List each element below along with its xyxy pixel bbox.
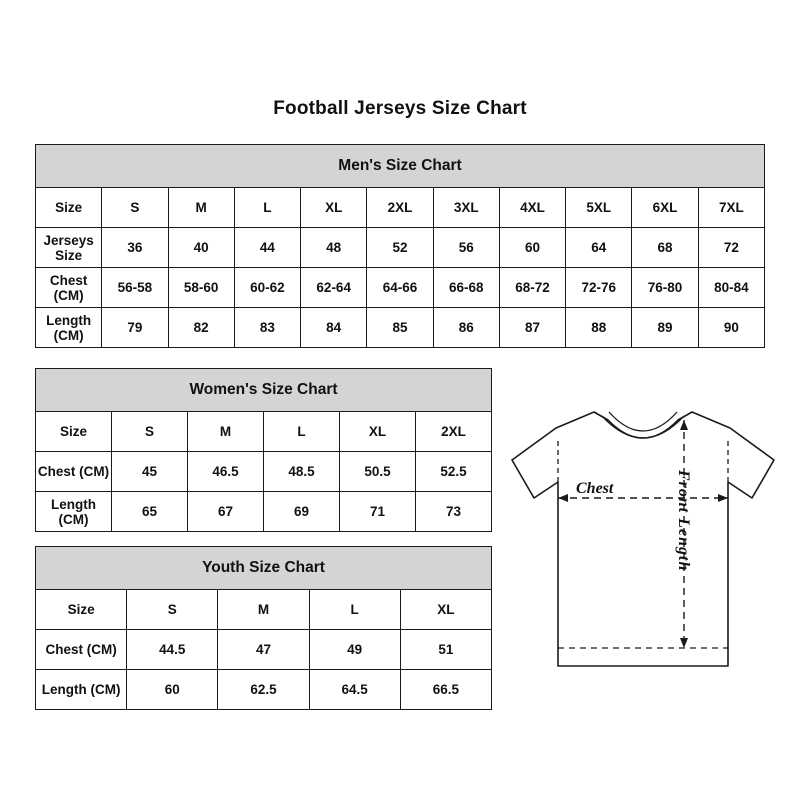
table-cell: 58-60 (168, 268, 234, 308)
table-cell: 86 (433, 308, 499, 348)
table-cell: M (168, 188, 234, 228)
table-cell: 69 (264, 492, 340, 532)
table-row (36, 630, 492, 670)
table-cell: 71 (340, 492, 416, 532)
table-row (36, 670, 492, 710)
table-cell: S (102, 188, 168, 228)
jersey-measurement-diagram (498, 398, 788, 688)
table-row (36, 268, 765, 308)
table-cell: 68-72 (499, 268, 565, 308)
table-cell: 44.5 (127, 630, 218, 670)
table-cell: 36 (102, 228, 168, 268)
jersey-outline-icon (498, 398, 788, 688)
table-cell: 60 (127, 670, 218, 710)
table-cell: 7XL (698, 188, 764, 228)
table-cell: 2XL (416, 412, 492, 452)
table-cell: 56 (433, 228, 499, 268)
table-cell: 82 (168, 308, 234, 348)
table-cell: 72 (698, 228, 764, 268)
table-row (36, 228, 765, 268)
table-cell: M (188, 412, 264, 452)
table-cell: 45 (112, 452, 188, 492)
row-label: Length (CM) (36, 492, 112, 532)
table-row (36, 188, 765, 228)
table-cell: 44 (234, 228, 300, 268)
table-cell: 4XL (499, 188, 565, 228)
row-label: Size (36, 412, 112, 452)
table-cell: 87 (499, 308, 565, 348)
table-row (36, 412, 492, 452)
table-cell: 66-68 (433, 268, 499, 308)
table-cell: 89 (632, 308, 698, 348)
table-cell: 46.5 (188, 452, 264, 492)
table-cell: 84 (301, 308, 367, 348)
youth-size-table (35, 546, 492, 710)
womens-size-table (35, 368, 492, 532)
table-cell: 90 (698, 308, 764, 348)
table-cell: L (264, 412, 340, 452)
table-cell: 73 (416, 492, 492, 532)
table-cell: 83 (234, 308, 300, 348)
table-cell: L (309, 590, 400, 630)
row-label: Jerseys Size (36, 228, 102, 268)
table-cell: 60-62 (234, 268, 300, 308)
table-cell: 76-80 (632, 268, 698, 308)
row-label: Chest (CM) (36, 452, 112, 492)
table-cell: S (112, 412, 188, 452)
table-cell: 40 (168, 228, 234, 268)
mens-size-table (35, 144, 765, 348)
row-label: Chest (CM) (36, 630, 127, 670)
table-cell: 88 (566, 308, 632, 348)
table-cell: S (127, 590, 218, 630)
table-cell: XL (340, 412, 416, 452)
table-cell: 56-58 (102, 268, 168, 308)
table-cell: 65 (112, 492, 188, 532)
table-cell: 6XL (632, 188, 698, 228)
table-cell: 2XL (367, 188, 433, 228)
table-cell: 62-64 (301, 268, 367, 308)
row-label: Size (36, 590, 127, 630)
table-cell: 80-84 (698, 268, 764, 308)
table-cell: 64 (566, 228, 632, 268)
youth-table-caption: Youth Size Chart (36, 547, 492, 590)
front-length-measurement-label: Front Length (675, 470, 692, 572)
row-label: Length (CM) (36, 670, 127, 710)
table-row (36, 492, 492, 532)
table-cell: 49 (309, 630, 400, 670)
table-cell: XL (400, 590, 491, 630)
table-row (36, 452, 492, 492)
table-cell: 60 (499, 228, 565, 268)
table-cell: 79 (102, 308, 168, 348)
table-cell: 64.5 (309, 670, 400, 710)
table-cell: M (218, 590, 309, 630)
table-cell: 48.5 (264, 452, 340, 492)
table-cell: 3XL (433, 188, 499, 228)
table-cell: 68 (632, 228, 698, 268)
table-cell: 66.5 (400, 670, 491, 710)
table-cell: 50.5 (340, 452, 416, 492)
table-cell: L (234, 188, 300, 228)
table-cell: 52 (367, 228, 433, 268)
table-cell: 51 (400, 630, 491, 670)
table-cell: 64-66 (367, 268, 433, 308)
table-row (36, 590, 492, 630)
table-cell: XL (301, 188, 367, 228)
table-cell: 52.5 (416, 452, 492, 492)
table-cell: 62.5 (218, 670, 309, 710)
page-title: Football Jerseys Size Chart (273, 98, 527, 119)
table-cell: 47 (218, 630, 309, 670)
table-row (36, 308, 765, 348)
table-banner-row (36, 145, 765, 188)
table-cell: 85 (367, 308, 433, 348)
table-banner-row (36, 369, 492, 412)
table-cell: 67 (188, 492, 264, 532)
table-cell: 72-76 (566, 268, 632, 308)
row-label: Chest (CM) (36, 268, 102, 308)
chest-measurement-label: Chest (576, 480, 614, 497)
womens-table-caption: Women's Size Chart (36, 369, 492, 412)
row-label: Length (CM) (36, 308, 102, 348)
table-cell: 5XL (566, 188, 632, 228)
mens-table-caption: Men's Size Chart (36, 145, 765, 188)
table-banner-row (36, 547, 492, 590)
row-label: Size (36, 188, 102, 228)
table-cell: 48 (301, 228, 367, 268)
